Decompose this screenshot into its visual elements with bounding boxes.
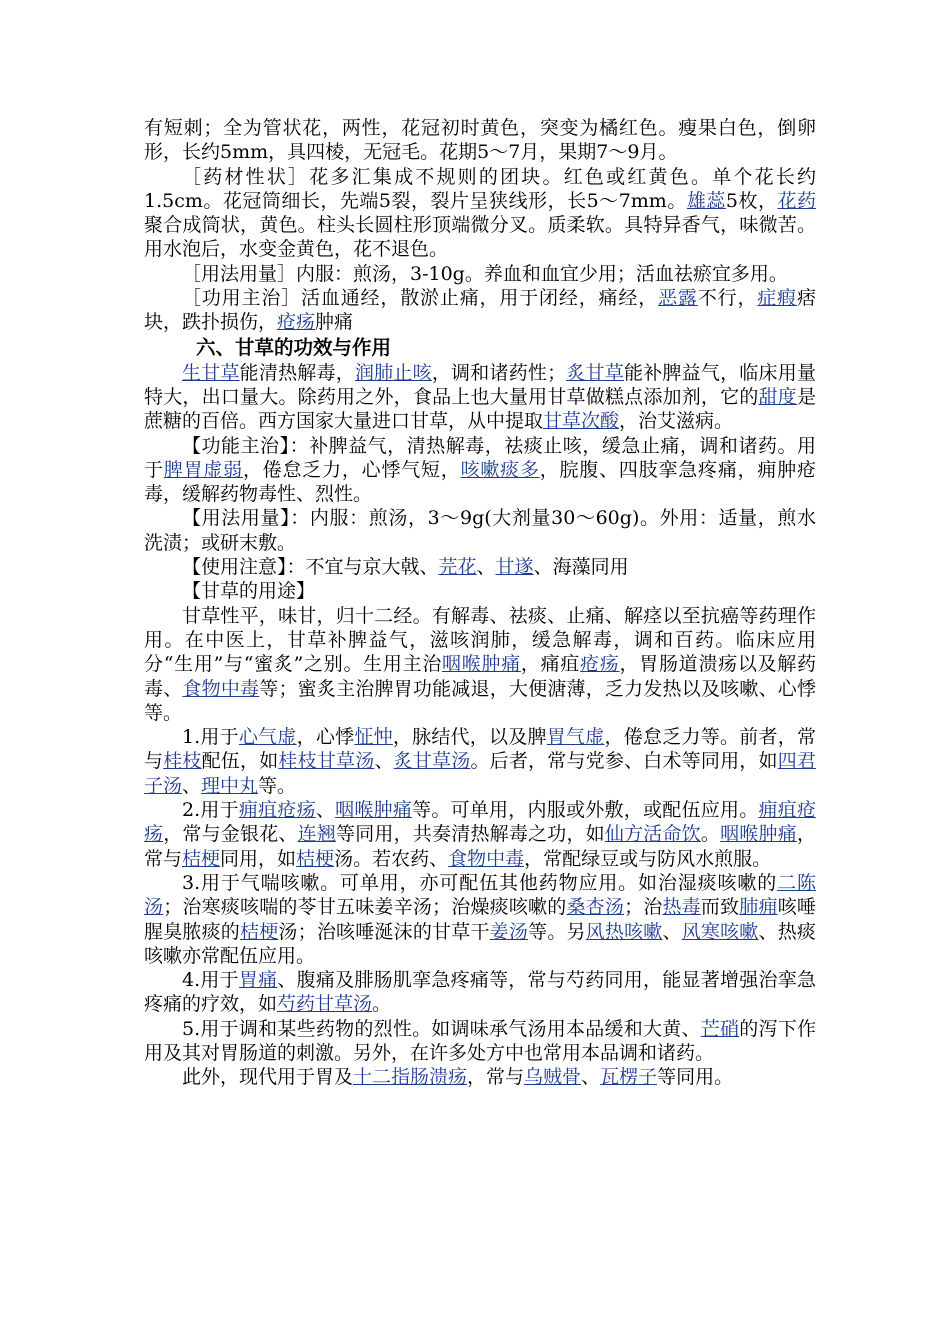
term-link[interactable]: 脾胃虚弱 xyxy=(163,458,243,481)
text-run: 。后者，常与党参、白术等同用，如 xyxy=(470,750,778,773)
term-link[interactable]: 甘草次酸 xyxy=(543,410,620,433)
paragraph xyxy=(144,361,816,434)
text-run: 聚合成筒状，黄色。柱头长圆柱形顶端微分叉。质柔软。具特异香气，味微苦。用水泡后，水变金黄色，花不退色。 xyxy=(144,214,816,261)
term-link[interactable]: 桑杏汤 xyxy=(566,896,625,919)
text-run: ，心悸 xyxy=(296,726,355,749)
text-run: ，脉结代，以及脾 xyxy=(392,726,547,749)
paragraph xyxy=(144,286,816,335)
text-run: 、 xyxy=(315,799,336,822)
term-link[interactable]: 仙方活命饮 xyxy=(604,823,701,846)
term-link[interactable]: 桔梗 xyxy=(296,847,335,870)
text-run: ［用法用量］内服：煎汤，3-10g。养血和血宜少用；活血祛瘀宜多用。 xyxy=(182,262,788,285)
term-link[interactable]: 食物中毒 xyxy=(182,677,260,700)
paragraph xyxy=(144,506,816,555)
text-run: 、 xyxy=(374,750,394,773)
paragraph xyxy=(144,871,816,968)
paragraph xyxy=(144,725,816,798)
text-run: 、 xyxy=(182,774,202,797)
text-run: 能清热解毒， xyxy=(239,361,355,384)
term-link[interactable]: 芫花 xyxy=(438,556,477,579)
text-run: 【功能主治】：补脾益气，清热解毒，祛痰止咳，缓急止痛，调和诸药。用于 xyxy=(144,434,816,481)
text-run: 【甘草的用途】 xyxy=(182,580,316,603)
paragraph xyxy=(144,555,816,579)
text-run: 4.用于 xyxy=(182,969,239,992)
text-run: 等。 xyxy=(258,774,297,797)
text-run: ［药材性状］花多汇集成不规则的团块。红色或红黄色。单个花长约1.5cm。花冠筒细长，先端5裂，裂片呈狭线形，长5～7mm。 xyxy=(144,165,816,212)
text-run: 此外，现代用于胃及 xyxy=(182,1066,354,1089)
text-run: ，痛疽 xyxy=(520,653,581,676)
paragraph xyxy=(144,968,816,1017)
term-link[interactable]: 风寒咳嗽 xyxy=(681,920,759,943)
text-run: 【使用注意】：不宜与京大戟、 xyxy=(182,556,439,579)
term-link[interactable]: 连翘 xyxy=(297,823,337,846)
term-link[interactable]: 生甘草 xyxy=(182,361,240,384)
term-link[interactable]: 姜汤 xyxy=(489,920,529,943)
section-body xyxy=(144,361,816,1090)
term-link[interactable]: 甘遂 xyxy=(495,556,534,579)
text-run: 【用法用量】：内服：煎汤，3～9g(大剂量30～60g)。外用：适量，煎水洗渍；或研末敷。 xyxy=(144,507,816,554)
text-run: 等同用，共奏清热解毒之功，如 xyxy=(336,823,605,846)
text-run: 汤。若农药、 xyxy=(334,847,449,870)
text-run: 、热痰咳嗽亦常配伍应用。 xyxy=(144,920,816,967)
section-heading: 六、甘草的功效与作用 xyxy=(196,335,392,359)
text-run: 等；蜜炙主治脾胃功能减退，大便溏薄，乏力发热以及咳嗽、心悸等。 xyxy=(144,677,816,724)
term-link[interactable]: 疮疡 xyxy=(580,653,620,676)
term-link[interactable]: 咳嗽痰多 xyxy=(460,458,540,481)
term-link[interactable]: 桂枝 xyxy=(163,750,202,773)
term-link[interactable]: 桔梗 xyxy=(240,920,279,943)
term-link[interactable]: 风热咳嗽 xyxy=(585,920,663,943)
term-link[interactable]: 恶露 xyxy=(658,287,698,310)
text-run: ，常与 xyxy=(144,823,816,870)
paragraph xyxy=(144,165,816,262)
term-link[interactable]: 症瘕 xyxy=(757,287,797,310)
text-run: 、 xyxy=(476,556,496,579)
term-link[interactable]: 甜度 xyxy=(758,385,797,408)
paragraph xyxy=(144,116,816,165)
paragraph xyxy=(144,434,816,507)
term-link[interactable]: 怔忡 xyxy=(354,726,393,749)
text-run: 5枚， xyxy=(725,189,778,212)
text-run: 、海藻同用 xyxy=(533,556,629,579)
text-run: 、腹痛及腓肠肌挛急疼痛等，常与芍药同用，能显著增强治挛急疼痛的疗效，如 xyxy=(144,969,816,1016)
term-link[interactable]: 花药 xyxy=(777,189,816,212)
text-run: 甘草性平，味甘，归十二经。有解毒、祛痰、止痛、解痉以至抗癌等药理作用。在中医上，甘草补脾益气，滋咳润肺，缓急解毒，调和百药。临床应用分“生用”与“蜜炙”之别。生用主治 xyxy=(144,604,816,676)
term-link[interactable]: 炙甘草汤 xyxy=(393,750,471,773)
term-link[interactable]: 心气虚 xyxy=(238,726,297,749)
text-run: ，常与 xyxy=(467,1066,525,1089)
term-link[interactable]: 理中丸 xyxy=(201,774,259,797)
term-link[interactable]: 二陈汤 xyxy=(144,871,816,919)
previous-section-text xyxy=(144,116,816,335)
term-link[interactable]: 乌贼骨 xyxy=(524,1066,582,1089)
text-run: 不行， xyxy=(697,287,758,310)
text-run: 、 xyxy=(581,1066,601,1089)
text-run: 能补脾益气，临床用量特大，出口量大。除药用之外，食品上也大量用甘草做糕点添加剂，它的 xyxy=(144,361,816,408)
paragraph xyxy=(144,1017,816,1066)
text-run: 等。可单用，内服或外敷，或配伍应用。 xyxy=(412,799,759,822)
text-run: ，调和诸药性； xyxy=(431,361,567,384)
text-run: 有短刺；全为管状花，两性，花冠初时黄色，突变为橘红色。瘦果白色，倒卵形，长约5mm，具四棱，无冠毛。花期5～7月，果期7～9月。 xyxy=(144,117,816,164)
text-run: 痞块，跌扑损伤， xyxy=(144,287,816,334)
text-run: ；治 xyxy=(624,896,663,919)
paragraph xyxy=(144,579,816,603)
text-run: 1.用于 xyxy=(182,726,239,749)
text-run: 。 xyxy=(372,993,392,1016)
term-link[interactable]: 痈疽疮疡 xyxy=(144,799,816,846)
text-run: ，倦怠乏力等。前者，常与 xyxy=(144,726,816,773)
text-run: 配伍，如 xyxy=(201,750,279,773)
text-run: 而致 xyxy=(700,896,740,919)
text-run: 等。另 xyxy=(528,920,586,943)
text-run: 汤；治咳唾涎沫的甘草干 xyxy=(278,920,490,943)
text-run: ；治寒痰咳喘的苓甘五味姜辛汤；治燥痰咳嗽的 xyxy=(163,896,567,919)
text-run: 咳唾腥臭脓痰的 xyxy=(144,896,816,943)
text-run: ，常配绿豆或与防风水煎服。 xyxy=(524,847,772,870)
term-link[interactable]: 胃气虚 xyxy=(546,726,605,749)
paragraph xyxy=(144,1065,816,1089)
term-link[interactable]: 桔梗 xyxy=(182,847,221,870)
term-link[interactable]: 咽喉肿痛 xyxy=(442,653,521,676)
text-run: 2.用于 xyxy=(182,799,239,822)
paragraph xyxy=(144,604,816,725)
term-link[interactable]: 十二指肠溃疡 xyxy=(353,1066,468,1089)
text-run: 。 xyxy=(700,823,721,846)
text-run: ［功用主治］活血通经，散淤止痛，用于闭经，痛经， xyxy=(182,287,659,310)
term-link[interactable]: 咽喉肿痛 xyxy=(720,823,797,846)
term-link[interactable]: 瓦楞子 xyxy=(600,1066,658,1089)
term-link[interactable]: 胃痛 xyxy=(238,969,278,992)
term-link[interactable]: 肺痈 xyxy=(739,896,778,919)
text-run: 的泻下作用及其对胃肠道的刺激。另外，在许多处方中也常用本品调和诸药。 xyxy=(144,1017,816,1064)
text-run: ，胃肠道溃疡以及解药毒、 xyxy=(144,653,816,700)
term-link[interactable]: 芍药甘草汤 xyxy=(277,993,373,1016)
term-link[interactable]: 芒硝 xyxy=(700,1017,740,1040)
term-link[interactable]: 热毒 xyxy=(662,896,701,919)
text-run: 5.用于调和某些药物的烈性。如调味承气汤用本品缓和大黄、 xyxy=(182,1017,701,1040)
text-run: 、 xyxy=(662,920,682,943)
text-run: 3.用于气喘咳嗽。可单用，亦可配伍其他药物应用。如治湿痰咳嗽的 xyxy=(182,871,778,894)
text-run: 肿痛 xyxy=(315,311,354,334)
term-link[interactable]: 四君子汤 xyxy=(144,750,816,797)
text-run: 同用，如 xyxy=(220,847,297,870)
term-link[interactable]: 痈疽疮疡 xyxy=(238,799,316,822)
text-run: 等同用。 xyxy=(657,1066,734,1089)
text-run: 是蔗糖的百倍。西方国家大量进口甘草，从中提取 xyxy=(144,385,816,433)
document-page xyxy=(144,116,816,1090)
text-run: ，脘腹、四肢挛急疼痛，痈肿疮毒，缓解药物毒性、烈性。 xyxy=(144,458,816,506)
text-run: ，治艾滋病。 xyxy=(619,410,734,433)
term-link[interactable]: 润肺止咳 xyxy=(354,361,432,384)
term-link[interactable]: 炙甘草 xyxy=(566,361,624,384)
paragraph xyxy=(144,262,816,286)
text-run: ，常与金银花、 xyxy=(163,823,298,846)
term-link[interactable]: 雄蕊 xyxy=(686,189,726,212)
term-link[interactable]: 食物中毒 xyxy=(448,847,525,870)
paragraph xyxy=(144,798,816,871)
text-run: ，倦怠乏力，心悸气短， xyxy=(242,458,461,481)
term-link[interactable]: 疮疡 xyxy=(277,311,316,334)
term-link[interactable]: 桂枝甘草汤 xyxy=(278,750,375,773)
term-link[interactable]: 咽喉肿痛 xyxy=(335,799,413,822)
